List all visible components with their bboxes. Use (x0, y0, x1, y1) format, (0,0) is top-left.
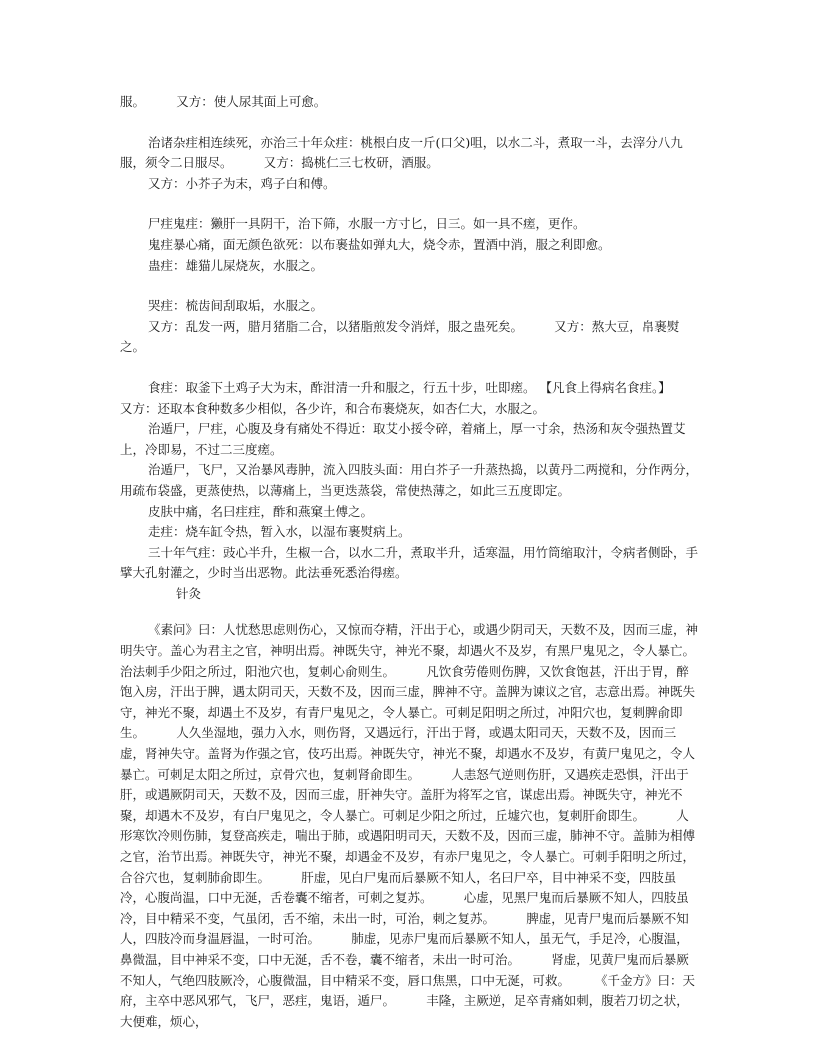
spacer (120, 194, 700, 214)
spacer (120, 358, 700, 378)
paragraph: 服。 又方：使人尿其面上可愈。 (120, 94, 327, 109)
page-content (120, 92, 700, 1032)
paragraph: 治遁尸，尸疰，心腹及身有痛处不得近：取艾小挼令碎，着痛上，厚一寸余，热汤和灰令强热置艾上，冷即易，不过二三度瘥。 (120, 421, 686, 457)
spacer (120, 604, 700, 620)
paragraph: 走疰：烧车缸令热，暂入水，以湿布裹熨病上。 (148, 524, 411, 540)
paragraph: 治诸杂疰相连续死，亦治三十年众疰：桃根白皮一斤(口父)咀，以水二斗，煮取一斗，去滓分八九服，须令二日服尽。 又方：捣桃仁三七枚研，酒服。 (120, 134, 683, 171)
section-heading: 针灸 (176, 585, 202, 601)
paragraph: 蛊疰：雄猫儿屎烧灰，水服之。 (148, 257, 324, 273)
paragraph: 皮肤中痛，名曰疰疰，酢和燕窠土傅之。 (148, 503, 374, 519)
paragraph: 治遁尸，飞尸，又治暴风毒肿，流入四肢头面：用白芥子一升蒸热捣，以黄丹二两搅和，分作两分，用疏布袋盛，更蒸使热，以薄痛上，当更迭蒸袋，常使热薄之，如此三五度即定。 (120, 462, 699, 498)
paragraph: 哭疰：梳齿间刮取垢，水服之。 (148, 298, 324, 314)
paragraph: 鬼疰暴心痛，面无颜色欲死：以布裹盐如弹丸大，烧令赤，置酒中消，服之利即愈。 (148, 236, 611, 252)
paragraph: 又方：小芥子为末，鸡子白和傅。 (148, 175, 336, 191)
paragraph: 三十年气疰：豉心半升，生椒一合，以水二升，煮取半升，适寒温，用竹筒缩取汁，令病者侧卧，手擘大孔射灌之，少时当出恶物。此法垂死悉治得瘥。 (120, 544, 699, 581)
paragraph: 尸疰鬼疰：獭肝一具阴干，治下筛，水服一方寸匕，日三。如一具不瘥，更作。 (148, 216, 586, 232)
spacer (120, 113, 700, 133)
paragraph: 食疰：取釜下土鸡子大为末，酢泔清一升和服之，行五十步，吐即瘥。 【凡食上得病名食疰。】 又方：还取本食种数多少相似，各少许，和合布裹烧灰，如杏仁大，水服之。 (120, 379, 690, 416)
body-paragraph: 《素问》曰：人忧愁思虑则伤心，又惊而夺精，汗出于心，或遇少阴司天，天数不及，因而三虚，神明失守。盖心为君主之官，神明出焉。神既失守，神光不聚，却遇火不及岁，有黑尸鬼见之，令人暴亡。治法刺手少阳之所过，阳池穴也，复刺心俞则生。 凡饮食劳倦则伤脾，又饮食饱甚，汗出于胃，醉饱入房，汗出于脾，遇太阴司天，天数不及，因而三虚，脾神不守。盖脾为谏议之官，志意出焉。神既失守，神光不聚，却遇土不及岁，有青尸鬼见之，令人暴亡。可刺足阳明之所过，冲阳穴也，复刺脾俞即生。 人久坐湿地，强力入水，则伤肾，又遇远行，汗出于肾，或遇太阳司天，天数不及，因而三虚，肾神失守。盖肾为作强之官，伎巧出焉。神既失守，神光不聚，却遇水不及岁，有黄尸鬼见之，令人暴亡。可刺足太阳之所过，京骨穴也，复刺肾俞即生。 人恚怒气逆则伤肝，又遇疾走恐惧，汗出于肝，或遇厥阴司天，天数不及，因而三虚，肝神失守。盖肝为将军之官，谋虑出焉。神既失守，神光不聚，却遇木不及岁，有白尸鬼见之，令人暴亡。可刺足少阳之所过，丘墟穴也，复刺肝俞即生。 人形寒饮冷则伤肺，复登高疾走，喘出于肺，或遇阳明司天，天数不及，因而三虚，肺神不守。盖肺为相傅之官，治节出焉。神既失守，神光不聚，却遇金不及岁，有赤尸鬼见之，令人暴亡。可刺手阳明之所过，合谷穴也，复刺肺俞即生。 肝虚，见白尸鬼而后暴厥不知人，名曰尸卒，目中神采不变，四肢虽冷，心腹尚温，口中无涎，舌卷囊不缩者，可刺之复苏。 心虚，见黑尸鬼而后暴厥不知人，四肢虽冷，目中精采不变，气虽闭，舌不缩，未出一时，可治，刺之复苏。 脾虚，见青尸鬼而后暴厥不知人，四肢冷而身温唇温，一时可治。 肺虚，见赤尸鬼而后暴厥不知人，虽无气，手足冷，心腹温，鼻微温，目中神采不变，口中无涎，舌不卷，囊不缩者，未出一时可治。 肾虚，见黄尸鬼而后暴厥不知人，气绝四肢厥冷，心腹微温，目中精采不变，唇口焦黑，口中无涎，可救。 《千金方》曰：天府，主卒中恶风邪气，飞尸，恶疰，鬼语，遁尸。 丰隆，主厥逆，足卒青痛如刺，腹若刀切之状，大便难，烦心， (120, 622, 699, 1029)
spacer (120, 276, 700, 296)
paragraph: 又方：乱发一两，腊月猪脂二合，以猪脂煎发令消烊，服之蛊死矣。 又方：熬大豆，帛裹熨之。 (120, 318, 680, 355)
